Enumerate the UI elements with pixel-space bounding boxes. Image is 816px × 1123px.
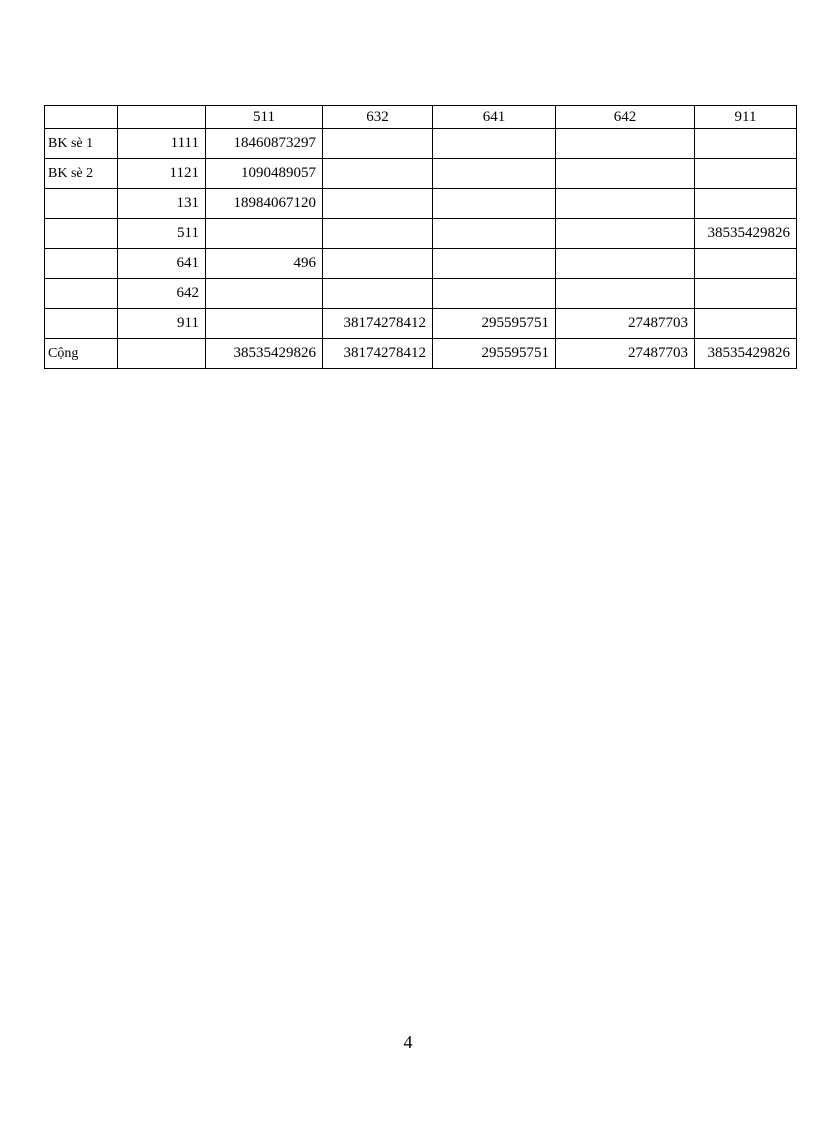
value-cell — [323, 219, 433, 249]
page-number: 4 — [403, 1032, 413, 1052]
row-label — [45, 189, 118, 219]
header-cell: 911 — [695, 106, 797, 129]
header-cell: 511 — [206, 106, 323, 129]
row-label — [45, 219, 118, 249]
table-row — [45, 309, 797, 339]
row-label — [45, 279, 118, 309]
header-cell — [45, 106, 118, 129]
table-row — [45, 159, 797, 189]
row-label — [45, 309, 118, 339]
total-label: Cộng — [45, 339, 118, 369]
value-cell — [323, 279, 433, 309]
value-cell — [433, 279, 556, 309]
table-row — [45, 219, 797, 249]
value-cell — [433, 189, 556, 219]
account-cell: 1111 — [118, 129, 206, 159]
value-cell: 38535429826 — [695, 219, 797, 249]
account-cell — [118, 339, 206, 369]
value-cell — [695, 189, 797, 219]
value-cell — [206, 309, 323, 339]
table-row — [45, 129, 797, 159]
value-cell — [206, 279, 323, 309]
header-cell: 642 — [556, 106, 695, 129]
header-cell: 632 — [323, 106, 433, 129]
header-cell: 641 — [433, 106, 556, 129]
account-cell: 511 — [118, 219, 206, 249]
value-cell — [323, 249, 433, 279]
value-cell — [206, 219, 323, 249]
account-cell: 1121 — [118, 159, 206, 189]
account-cell: 131 — [118, 189, 206, 219]
value-cell — [323, 159, 433, 189]
total-cell: 38174278412 — [323, 339, 433, 369]
table-row — [45, 279, 797, 309]
value-cell — [433, 219, 556, 249]
total-cell: 38535429826 — [695, 339, 797, 369]
table-row — [45, 189, 797, 219]
value-cell — [556, 129, 695, 159]
value-cell: 38174278412 — [323, 309, 433, 339]
table-row — [45, 249, 797, 279]
value-cell — [695, 159, 797, 189]
value-cell: 27487703 — [556, 309, 695, 339]
value-cell — [556, 159, 695, 189]
total-cell: 38535429826 — [206, 339, 323, 369]
account-cell: 911 — [118, 309, 206, 339]
value-cell — [433, 159, 556, 189]
total-cell: 295595751 — [433, 339, 556, 369]
total-row — [45, 339, 797, 369]
value-cell: 496 — [206, 249, 323, 279]
value-cell — [695, 129, 797, 159]
header-cell — [118, 106, 206, 129]
value-cell — [323, 129, 433, 159]
value-cell — [556, 219, 695, 249]
account-cell: 642 — [118, 279, 206, 309]
value-cell — [695, 279, 797, 309]
row-label: BK sè 1 — [45, 129, 118, 159]
row-label — [45, 249, 118, 279]
value-cell — [433, 249, 556, 279]
value-cell: 1090489057 — [206, 159, 323, 189]
value-cell — [556, 279, 695, 309]
account-cell: 641 — [118, 249, 206, 279]
value-cell — [556, 249, 695, 279]
value-cell — [556, 189, 695, 219]
value-cell — [323, 189, 433, 219]
total-cell: 27487703 — [556, 339, 695, 369]
value-cell: 18984067120 — [206, 189, 323, 219]
row-label: BK sè 2 — [45, 159, 118, 189]
table-header-row — [45, 106, 797, 129]
value-cell — [433, 129, 556, 159]
value-cell: 295595751 — [433, 309, 556, 339]
value-cell — [695, 309, 797, 339]
value-cell — [695, 249, 797, 279]
ledger-table — [44, 105, 797, 369]
value-cell: 18460873297 — [206, 129, 323, 159]
